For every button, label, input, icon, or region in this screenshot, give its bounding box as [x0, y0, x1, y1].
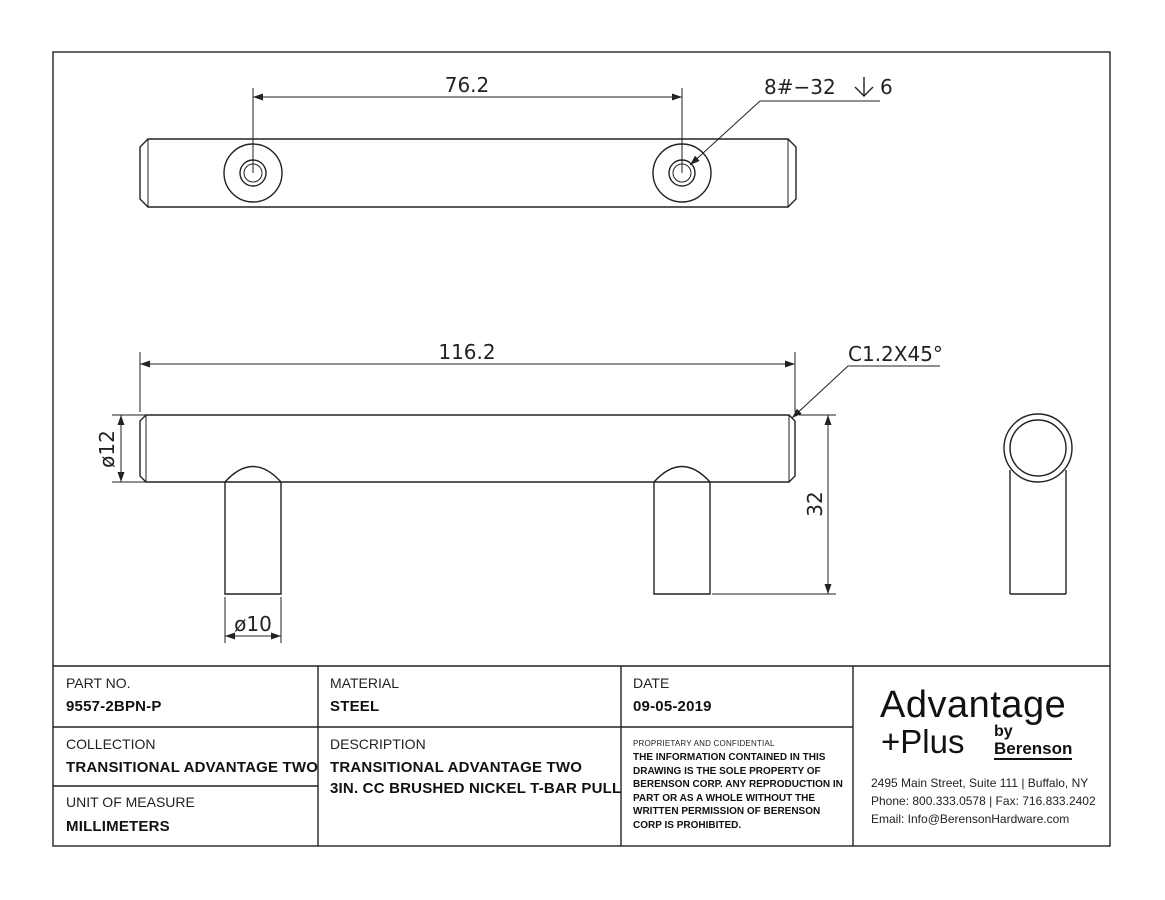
tap-depth-dim: 6	[880, 75, 893, 99]
company-phone: Phone: 800.333.0578 | Fax: 716.833.2402	[871, 794, 1096, 808]
side-view	[1004, 414, 1072, 594]
projection-dim: 32	[803, 491, 827, 517]
side-bar-inner	[1010, 420, 1066, 476]
material-value: STEEL	[330, 698, 380, 715]
date-label: DATE	[633, 675, 670, 691]
front-view	[95, 340, 943, 643]
tap-spec-dim: 8#−32	[764, 75, 836, 99]
side-bar-outer	[1004, 414, 1072, 482]
overall-length-dim: 116.2	[438, 340, 496, 364]
part-no-value: 9557-2BPN-P	[66, 698, 162, 715]
material-label: MATERIAL	[330, 675, 399, 691]
collection-label: COLLECTION	[66, 736, 156, 752]
brand-company: Berenson	[994, 739, 1073, 758]
chamfer-dim: C1.2X45°	[848, 342, 943, 366]
depth-symbol-icon	[855, 77, 873, 96]
legal-notice: THE INFORMATION CONTAINED IN THIS DRAWING IS THE SOLE PROPERTY OF BERENSON CORP. ANY REPRODUCTION IN PART OR AS A WHOLE WITHOUT THE WRITTEN PERMISSION OF BERENSON CORP IS PROHIBITED.	[633, 752, 843, 831]
brand-line-2: +Plus	[881, 723, 965, 760]
brand-by: by	[994, 723, 1013, 740]
left-post	[225, 467, 281, 595]
unit-label: UNIT OF MEASURE	[66, 794, 195, 810]
brand-line-1: Advantage	[880, 684, 1067, 726]
collection-value: TRANSITIONAL ADVANTAGE TWO	[66, 759, 319, 776]
company-email: Email: Info@BerensonHardware.com	[871, 812, 1070, 826]
part-no-label: PART NO.	[66, 675, 131, 691]
description-label: DESCRIPTION	[330, 736, 426, 752]
legal-heading: PROPRIETARY AND CONFIDENTIAL	[633, 739, 775, 748]
bar-diameter-dim: ø12	[95, 430, 119, 468]
unit-value: MILLIMETERS	[66, 818, 170, 835]
description-line-2: 3IN. CC BRUSHED NICKEL T-BAR PULL	[330, 780, 622, 797]
right-post	[654, 467, 710, 595]
hole-spacing-dim: 76.2	[444, 73, 490, 97]
tap-leader	[690, 101, 760, 165]
description-line-1: TRANSITIONAL ADVANTAGE TWO	[330, 759, 583, 776]
company-address: 2495 Main Street, Suite 111 | Buffalo, NY	[871, 776, 1089, 790]
date-value: 09-05-2019	[633, 698, 712, 715]
top-view	[140, 73, 893, 207]
chamfer-leader	[792, 366, 848, 418]
front-view-bar-outline	[140, 415, 795, 482]
post-diameter-dim: ø10	[234, 612, 272, 636]
